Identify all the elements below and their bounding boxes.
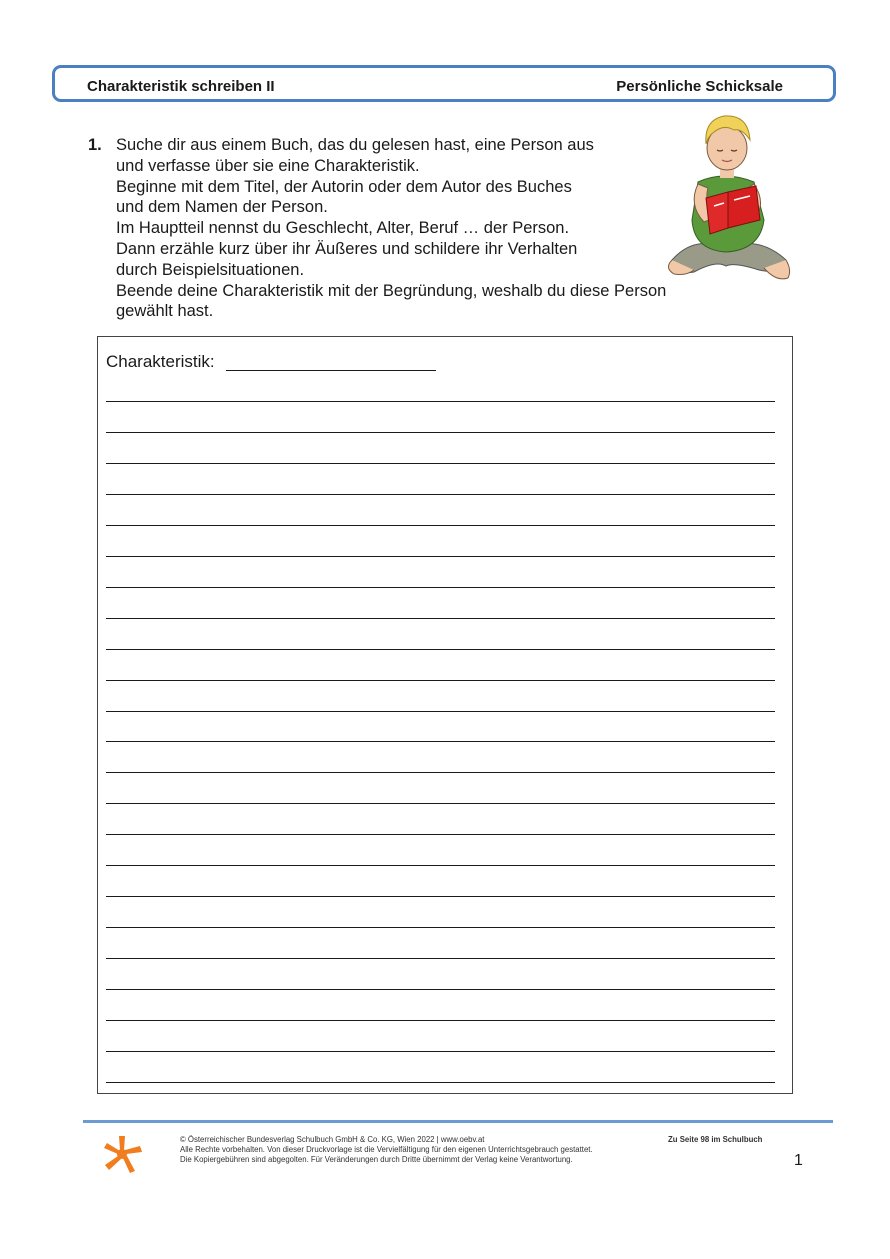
writing-line[interactable] [106, 525, 775, 526]
task-instructions [116, 135, 666, 322]
chapter-title: Persönliche Schicksale [616, 78, 783, 95]
copyright-line: Alle Rechte vorbehalten. Von dieser Druckvorlage ist die Vervielfältigung für den eigenen Unterrichtsgebrauch gestattet. [180, 1145, 593, 1154]
writing-line[interactable] [106, 649, 775, 650]
task-line: Beginne mit dem Titel, der Autorin oder dem Autor des Buches [116, 177, 572, 196]
page-number: 1 [794, 1152, 803, 1169]
writing-line[interactable] [106, 1020, 775, 1021]
writing-line[interactable] [106, 772, 775, 773]
writing-line[interactable] [106, 401, 775, 402]
writing-line[interactable] [106, 1051, 775, 1052]
task-line: gewählt hast. [116, 302, 214, 321]
task-line: und verfasse über sie eine Charakteristik. [116, 156, 420, 175]
header-box [52, 65, 836, 102]
task-line: Beende deine Charakteristik mit der Begründung, weshalb du diese Person [116, 281, 667, 300]
writing-line[interactable] [106, 741, 775, 742]
writing-line[interactable] [106, 927, 775, 928]
writing-line[interactable] [106, 556, 775, 557]
writing-line[interactable] [106, 896, 775, 897]
writing-line[interactable] [106, 463, 775, 464]
footer-divider [83, 1120, 833, 1123]
worksheet-title: Charakteristik schreiben II [87, 78, 275, 95]
title-blank-line[interactable] [226, 370, 436, 371]
writing-line[interactable] [106, 834, 775, 835]
writing-line[interactable] [106, 587, 775, 588]
copyright-notice [180, 1135, 593, 1165]
copyright-line: Die Kopiergebühren sind abgegolten. Für Veränderungen durch Dritte übernimmt der Verlag keine Verantwortung. [180, 1155, 573, 1164]
characteristic-label: Charakteristik: [106, 352, 215, 371]
task-line: Dann erzähle kurz über ihr Äußeres und schildere ihr Verhalten [116, 239, 578, 258]
writing-line[interactable] [106, 1082, 775, 1083]
task-number: 1. [88, 136, 102, 154]
writing-box [97, 336, 793, 1094]
copyright-line: © Österreichischer Bundesverlag Schulbuch GmbH & Co. KG, Wien 2022 | www.oebv.at [180, 1135, 485, 1144]
boy-reading-book-icon [664, 110, 794, 290]
task-line: und dem Namen der Person. [116, 198, 328, 217]
writing-line[interactable] [106, 680, 775, 681]
task-line: durch Beispielsituationen. [116, 260, 305, 279]
writing-line[interactable] [106, 432, 775, 433]
writing-line[interactable] [106, 618, 775, 619]
writing-line[interactable] [106, 494, 775, 495]
textbook-page-reference: Zu Seite 98 im Schulbuch [668, 1135, 763, 1144]
task-line: Suche dir aus einem Buch, das du gelesen hast, eine Person aus [116, 136, 594, 154]
writing-line[interactable] [106, 958, 775, 959]
writing-line[interactable] [106, 865, 775, 866]
writing-line[interactable] [106, 803, 775, 804]
oebv-asterisk-logo-icon [102, 1134, 142, 1174]
writing-line[interactable] [106, 711, 775, 712]
writing-line[interactable] [106, 989, 775, 990]
task-line: Im Hauptteil nennst du Geschlecht, Alter, Beruf … der Person. [116, 219, 570, 238]
